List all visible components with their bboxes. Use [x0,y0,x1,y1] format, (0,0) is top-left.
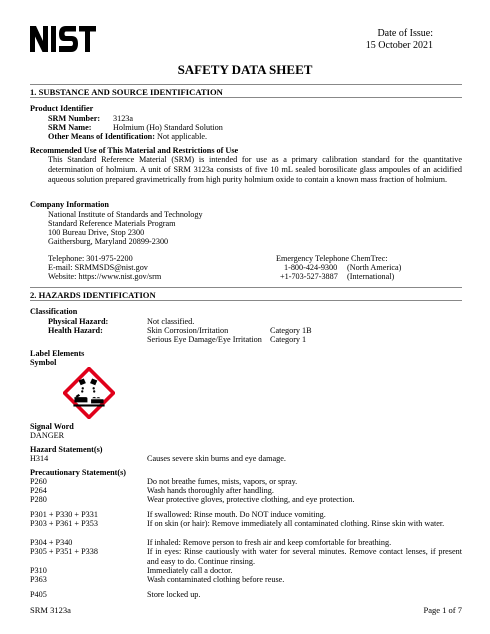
classification-heading: Classification [30,307,78,316]
health-hazard-category: Category 1B [270,326,312,335]
symbol-heading: Symbol [30,358,57,367]
date-of-issue [366,28,433,52]
precaution-text: Do not breathe fumes, mists, vapors, or spray. [147,477,298,486]
precaution-text: Wash contaminated clothing before reuse. [147,575,285,584]
ghs-corrosion-icon [63,367,115,419]
date-value: 15 October 2021 [365,40,433,51]
address-line: Standard Reference Materials Program [48,219,176,228]
section-divider [30,300,462,301]
hazard-statements-heading: Hazard Statement(s) [30,445,103,454]
precaution-text: Wear protective gloves, protective clothing, and eye protection. [147,495,355,504]
emergency-phone-2: +1-703-527-3887 [280,272,338,281]
precaution-text: Wash hands thoroughly after handling. [147,486,274,495]
precaution-code: P280 [30,495,47,504]
health-hazard-category: Category 1 [270,335,307,344]
emergency-phone-1: 1-800-424-9300 [284,263,338,272]
precaution-text: Immediately call a doctor. [147,566,233,575]
section-divider [30,97,462,98]
website-link[interactable]: Website: https://www.nist.gov/srm [48,272,162,281]
recommended-use-heading: Recommended Use of This Material and Restrictions of Use [30,146,239,155]
physical-hazard-value: Not classified. [147,317,195,326]
precaution-code: P303 + P361 + P353 [30,519,98,528]
section-divider [30,84,462,85]
email-link[interactable]: E-mail: SRMMSDS@nist.gov [48,263,148,272]
address-line: Gaithersburg, Maryland 20899-2300 [48,237,169,246]
emergency-region-2: (International) [347,272,395,281]
health-hazard-name: Skin Corrosion/Irritation [147,326,229,335]
health-hazard-label: Health Hazard: [48,326,103,335]
footer-page-number: Page 1 of 7 [423,605,462,615]
hazard-code: H314 [30,454,49,463]
srm-name-value: Holmium (Ho) Standard Solution [113,123,223,132]
precaution-code: P310 [30,566,47,575]
srm-name-label: SRM Name: [48,123,92,132]
precaution-code: P305 + P351 + P338 [30,547,98,556]
emergency-region-1: (North America) [347,263,402,272]
precaution-code: P304 + P340 [30,538,73,547]
srm-number-value: 3123a [113,114,134,123]
precaution-code: P405 [30,590,47,599]
nist-logo [30,26,96,52]
srm-number-label: SRM Number: [48,114,101,123]
precaution-text: Store locked up. [147,590,201,599]
precaution-text: If on skin (or hair): Remove immediately all contaminated clothing. Rinse skin with water. [147,519,445,528]
page-title: SAFETY DATA SHEET [177,62,313,77]
product-identifier: Product Identifier [30,104,94,113]
address-line: 100 Bureau Drive, Stop 2300 [48,228,145,237]
section-divider [30,287,462,288]
telephone: Telephone: 301-975-2200 [48,254,133,263]
date-label: Date of Issue: [377,28,433,39]
company-info-heading: Company Information [30,200,109,209]
precaution-code: P260 [30,477,47,486]
precaution-text: If inhaled: Remove person to fresh air and keep comfortable for breathing. [147,538,392,547]
hazard-text: Causes severe skin burns and eye damage. [147,454,286,463]
footer-left: SRM 3123a [30,605,71,615]
precaution-text: If swallowed: Rinse mouth. Do NOT induce vomiting. [147,510,326,519]
precautionary-heading: Precautionary Statement(s) [30,468,127,477]
signal-word-label: Signal Word [30,422,74,431]
other-means: Other Means of Identification: Not applicable. [48,132,208,141]
section2-heading: 2. HAZARDS IDENTIFICATION [30,290,156,300]
section1-heading: 1. SUBSTANCE AND SOURCE IDENTIFICATION [30,87,223,97]
signal-word: DANGER [30,431,65,440]
label-elements-heading: Label Elements [30,349,85,358]
precaution-code: P301 + P330 + P331 [30,510,98,519]
physical-hazard-label: Physical Hazard: [48,317,109,326]
emergency-label: Emergency Telephone ChemTrec: [276,254,388,263]
precaution-code: P264 [30,486,47,495]
precaution-text: If in eyes: Rinse cautiously with water for several minutes. Remove contact lenses, if present and easy to do. Continue rinsing. [147,547,462,566]
address-line: National Institute of Standards and Technology [48,210,203,219]
health-hazard-name: Serious Eye Damage/Eye Irritation [147,335,262,344]
precaution-code: P363 [30,575,47,584]
recommended-use-text: This Standard Reference Material (SRM) is intended for use as a primary calibration standard for the quantitative determination of holmium. A unit of SRM 3123a consists of five 10 mL sealed borosilicate glass ampoules of an acidified aqueous solution prepared gravimetrically from high purity holmium oxide to contain a known mass fraction of holmium. [48,155,462,184]
